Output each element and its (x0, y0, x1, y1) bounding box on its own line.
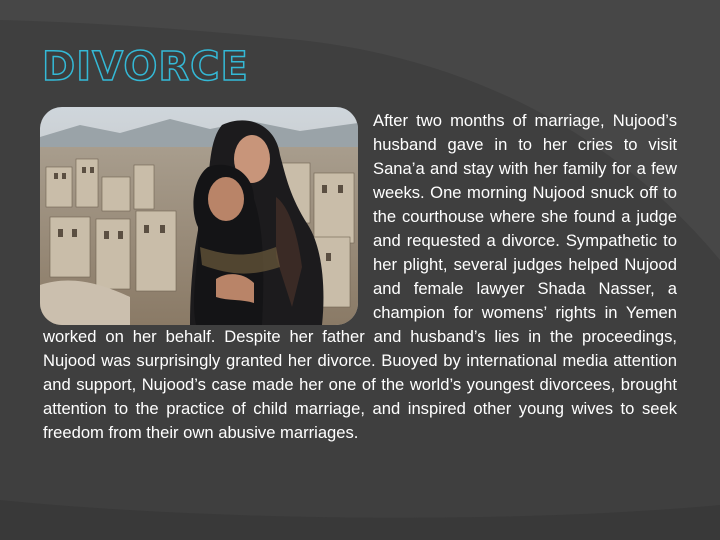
photo-text-wrap-spacer (43, 109, 373, 312)
slide-title: DIVORCE (42, 44, 249, 90)
body-paragraph: After two months of marriage, Nujood’s husband gave in to her cries to visit Sana’a and stay with her family for a few weeks. One morning Nujood snuck off to the courthouse where she found a judge and requested a divorce. Sympathetic to her plight, several judges helped Nujood and female lawyer Shada Nasser, a champion for womens’ rights in Yemen worked on her behalf. Despite her father and husband’s lies in the proceedings, Nujood was surprisingly granted her divorce. Buoyed by international media attention and support, Nujood’s case made her one of the world’s youngest divorcees, brought attention to the practice of child marriage, and inspired other young wives to seek freedom from their own abusive marriages. (43, 111, 677, 442)
body-text-block (43, 109, 677, 445)
